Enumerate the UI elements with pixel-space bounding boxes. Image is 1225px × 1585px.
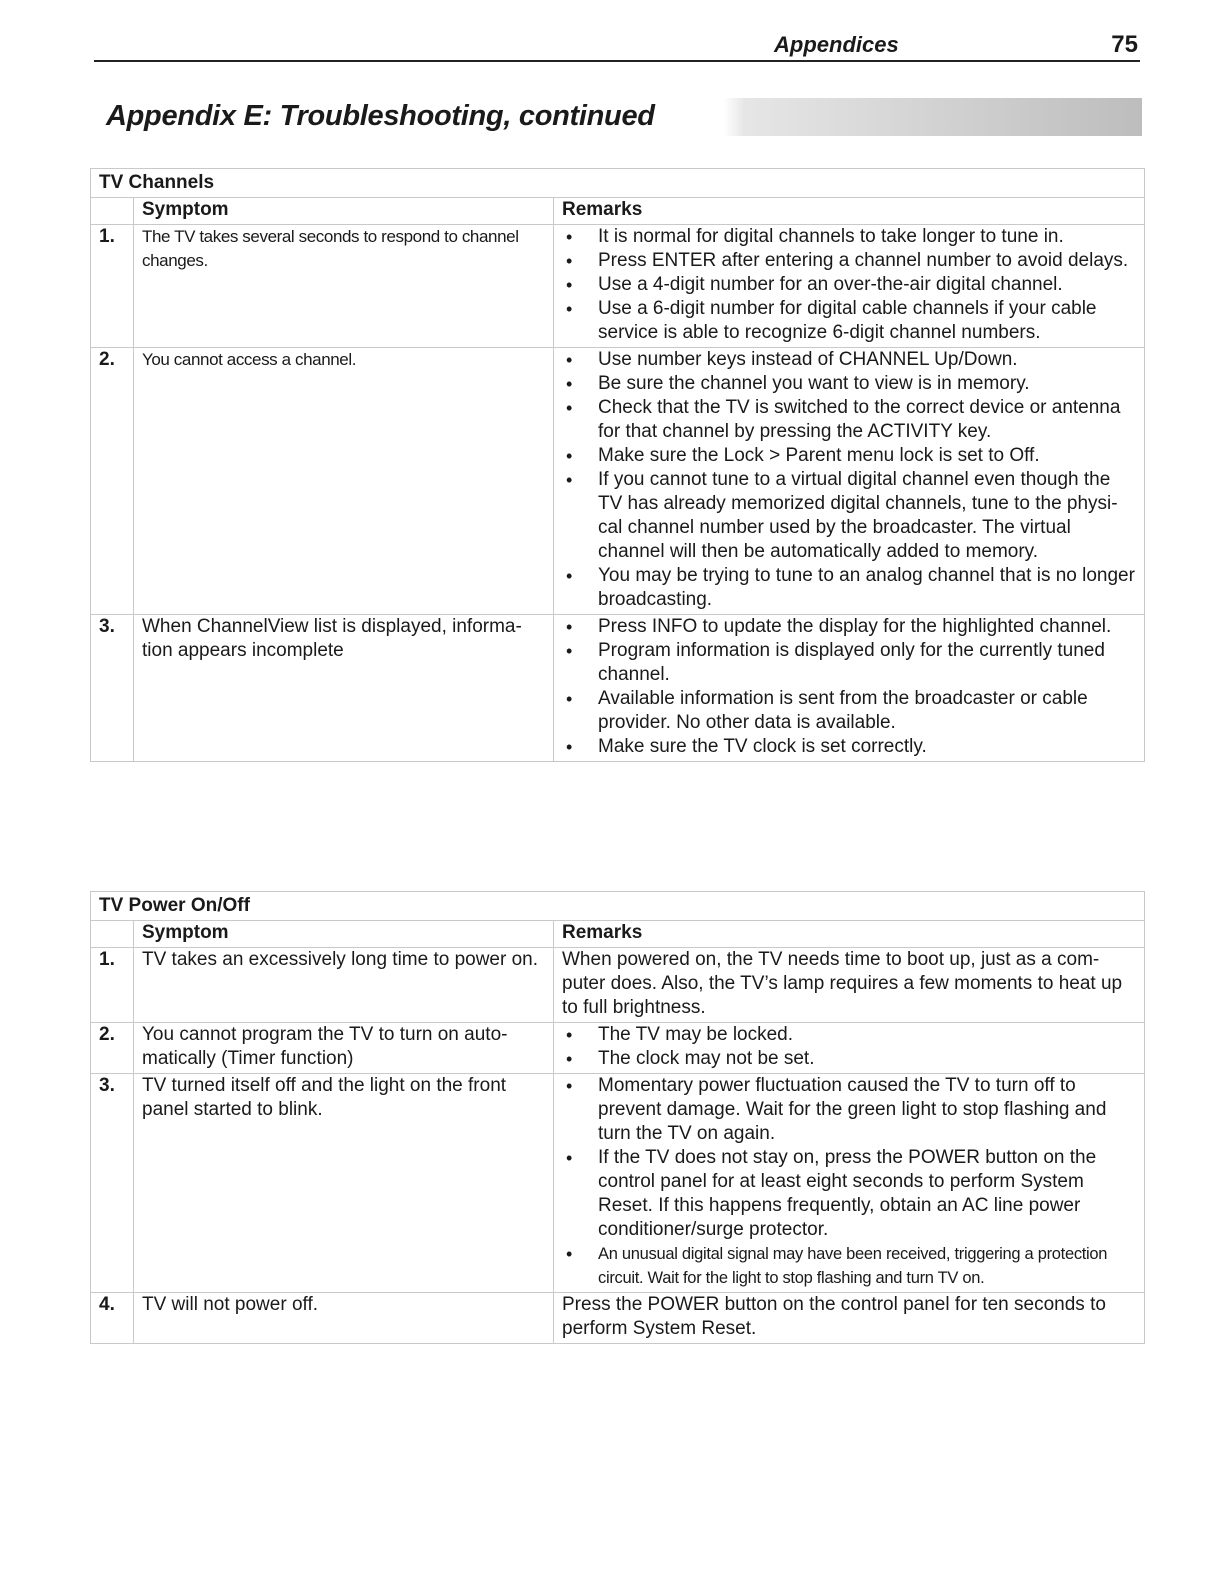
remark-item: • Use a 6-digit number for digital cable channels if your cable service is able to recognize 6-digit channel numbers. — [562, 297, 1138, 345]
remarks-cell — [554, 615, 1145, 762]
row-number: 3. — [91, 1074, 134, 1293]
remark-item: • The clock may not be set. — [562, 1047, 1138, 1071]
remark-item: • You may be trying to tune to an analog channel that is no longer broadcasting. — [562, 564, 1138, 612]
remarks-header: Remarks — [554, 198, 1145, 225]
remark-item: • The TV may be locked. — [562, 1023, 1138, 1047]
remarks-header: Remarks — [554, 921, 1145, 948]
table-row — [91, 348, 1145, 615]
symptom-header: Symptom — [134, 921, 554, 948]
table-row — [91, 1074, 1145, 1293]
remark-item: • Use number keys instead of CHANNEL Up/Down. — [562, 348, 1138, 372]
remark-item: • If you cannot tune to a virtual digital channel even though the TV has already memorized digital channels, tune to the physi-cal channel number used by the broadcaster. The virtual channel will then be automatically added to memory. — [562, 468, 1138, 564]
remark-item: • Make sure the Lock > Parent menu lock is set to Off. — [562, 444, 1138, 468]
remark-item: • Program information is displayed only for the currently tuned channel. — [562, 639, 1138, 687]
remarks-cell — [554, 225, 1145, 348]
symptom-header: Symptom — [134, 198, 554, 225]
symptom-cell: TV will not power off. — [134, 1293, 554, 1344]
remark-item: • Use a 4-digit number for an over-the-air digital channel. — [562, 273, 1138, 297]
remark-item: • Be sure the channel you want to view is in memory. — [562, 372, 1138, 396]
table-row — [91, 1023, 1145, 1074]
remark-item: • Press INFO to update the display for the highlighted channel. — [562, 615, 1138, 639]
appendix-title: Appendix E: Troubleshooting, continued — [106, 100, 655, 132]
num-header — [91, 198, 134, 225]
row-number: 2. — [91, 1023, 134, 1074]
remark-item: • An unusual digital signal may have been received, triggering a protection circuit. Wait for the light to stop flashing and turn TV on. — [562, 1242, 1138, 1290]
header-section-title: Appendices — [774, 32, 899, 57]
row-number: 3. — [91, 615, 134, 762]
remarks-cell: Press the POWER button on the control panel for ten seconds to perform System Reset. — [554, 1293, 1145, 1344]
remarks-cell: When powered on, the TV needs time to boot up, just as a com-puter does. Also, the TV’s lamp requires a few moments to heat up to full brightness. — [554, 948, 1145, 1023]
table-section-title: TV Channels — [91, 169, 1145, 198]
remarks-cell — [554, 348, 1145, 615]
row-number: 2. — [91, 348, 134, 615]
symptom-cell: The TV takes several seconds to respond to channel changes. — [134, 225, 554, 348]
symptom-cell: You cannot program the TV to turn on auto-matically (Timer function) — [134, 1023, 554, 1074]
remark-item: • Press ENTER after entering a channel number to avoid delays. — [562, 249, 1138, 273]
table-section-title: TV Power On/Off — [91, 892, 1145, 921]
page-header — [94, 30, 1140, 62]
symptom-cell: You cannot access a channel. — [134, 348, 554, 615]
remark-item: • Check that the TV is switched to the correct device or antenna for that channel by pressing the ACTIVITY key. — [562, 396, 1138, 444]
row-number: 1. — [91, 948, 134, 1023]
remark-item: • It is normal for digital channels to take longer to tune in. — [562, 225, 1138, 249]
remark-item: • Available information is sent from the broadcaster or cable provider. No other data is available. — [562, 687, 1138, 735]
page-number: 75 — [1111, 31, 1138, 58]
table-row — [91, 225, 1145, 348]
table-row — [91, 615, 1145, 762]
tv-channels-table — [90, 168, 1145, 762]
appendix-banner — [96, 98, 1142, 136]
symptom-cell: TV takes an excessively long time to power on. — [134, 948, 554, 1023]
tv-power-table — [90, 891, 1145, 1344]
num-header — [91, 921, 134, 948]
remark-item: • Make sure the TV clock is set correctly. — [562, 735, 1138, 759]
symptom-cell: When ChannelView list is displayed, informa-tion appears incomplete — [134, 615, 554, 762]
table-row — [91, 1293, 1145, 1344]
row-number: 1. — [91, 225, 134, 348]
row-number: 4. — [91, 1293, 134, 1344]
remarks-cell — [554, 1023, 1145, 1074]
remark-item: • Momentary power fluctuation caused the TV to turn off to prevent damage. Wait for the green light to stop flashing and turn the TV on again. — [562, 1074, 1138, 1146]
remarks-cell — [554, 1074, 1145, 1293]
remark-item: • If the TV does not stay on, press the POWER button on the control panel for at least eight seconds to perform System Reset. If this happens frequently, obtain an AC line power conditioner/surge protector. — [562, 1146, 1138, 1242]
table-row — [91, 948, 1145, 1023]
symptom-cell: TV turned itself off and the light on the front panel started to blink. — [134, 1074, 554, 1293]
